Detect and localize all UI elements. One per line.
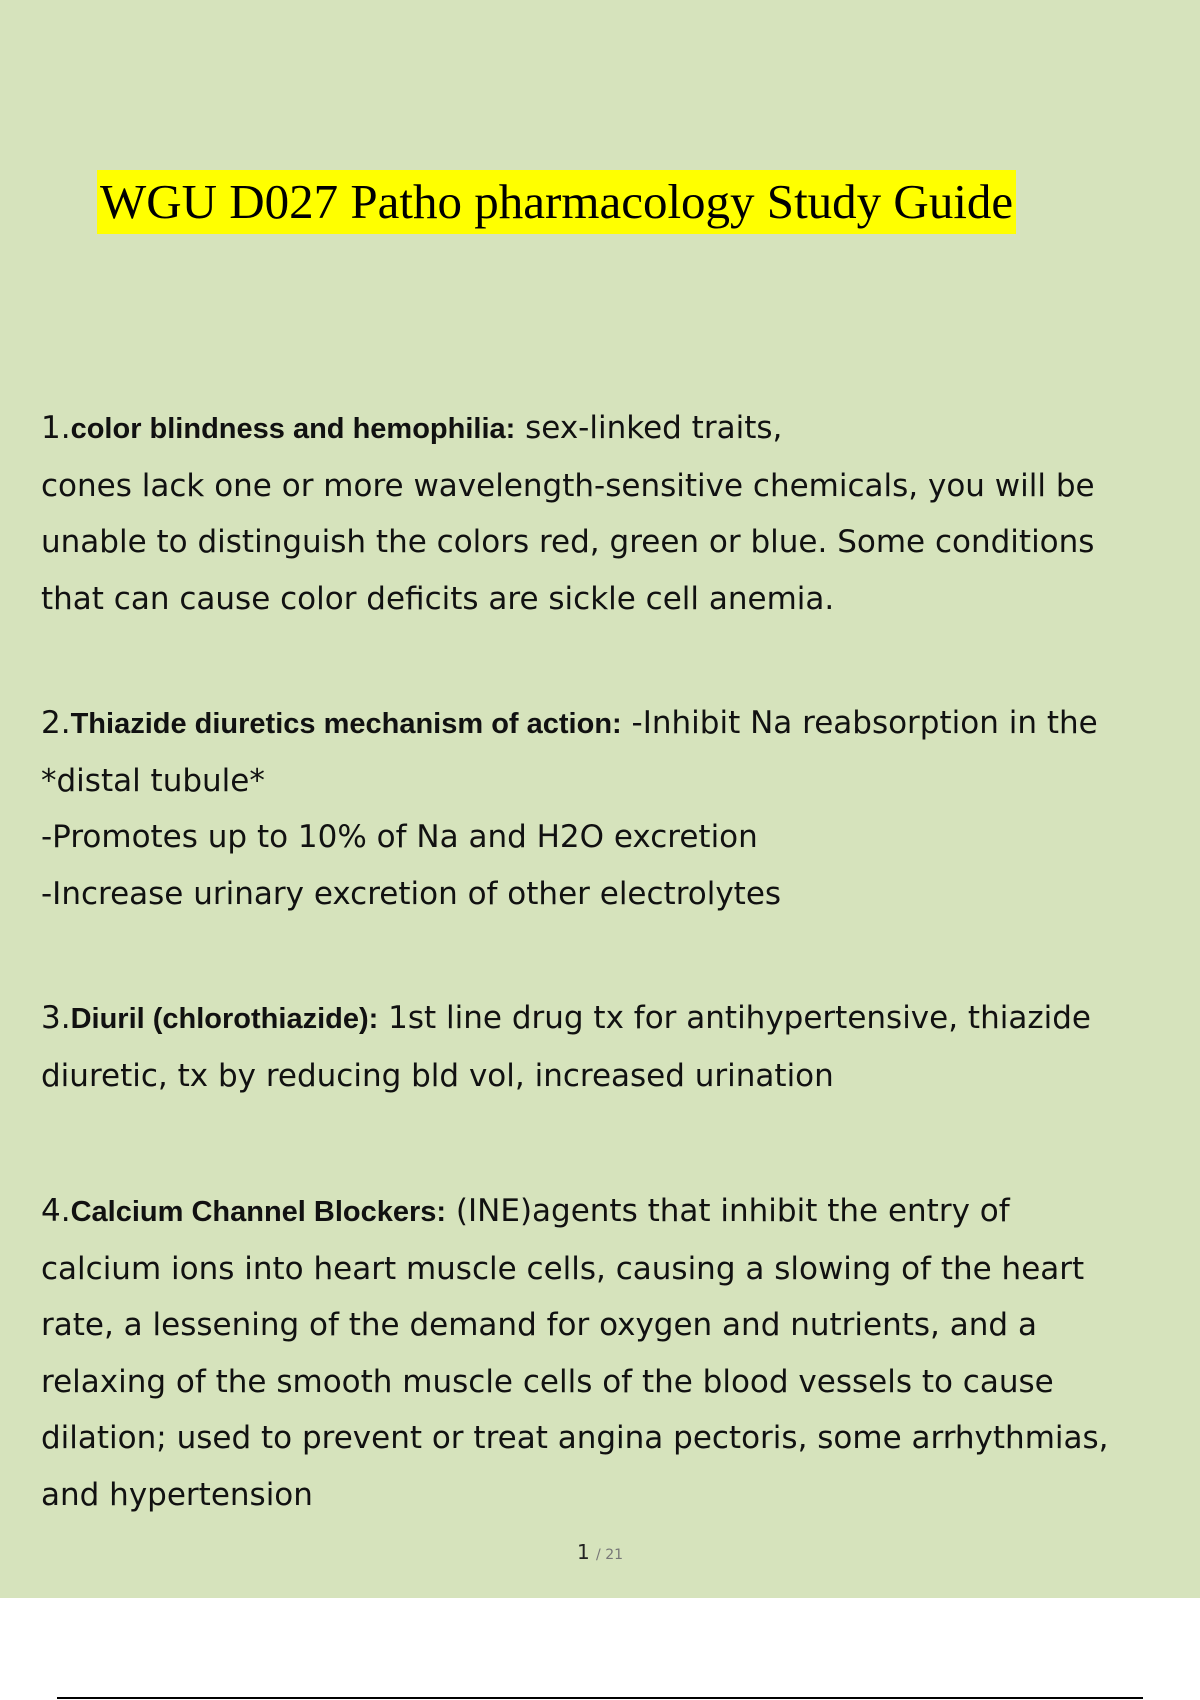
item-number: 1. <box>41 410 71 446</box>
item-first-line <box>41 990 1191 1048</box>
item-text: cones lack one or more wavelength-sensitive chemicals, you will be <box>41 467 1095 504</box>
item-text: *distal tubule* <box>41 762 265 799</box>
item-term: color blindness and hemophilia: <box>70 413 516 445</box>
item-text: dilation; used to prevent or treat angina pectoris, some arrhythmias, <box>41 1420 1109 1456</box>
item-text: relaxing of the smooth muscle cells of the blood vessels to cause <box>41 1363 1054 1400</box>
item-term: Thiazide diuretics mechanism of action: <box>70 708 622 740</box>
item-number: 2. <box>41 705 71 741</box>
page-divider <box>57 1697 1143 1699</box>
study-item-2 <box>41 695 1191 922</box>
item-first-line <box>41 400 1191 458</box>
study-item-1 <box>41 400 1191 627</box>
study-item-3 <box>41 990 1191 1104</box>
page-title: WGU D027 Patho pharmacology Study Guide <box>97 170 1016 234</box>
item-text: (INE)agents that inhibit the entry of <box>446 1193 1010 1229</box>
item-term: Calcium Channel Blockers: <box>70 1196 447 1228</box>
item-text: -Increase urinary excretion of other electrolytes <box>41 875 782 912</box>
item-text: and hypertension <box>41 1476 313 1513</box>
item-term: Diuril (chlorothiazide): <box>70 1003 379 1035</box>
item-text: -Inhibit Na reabsorption in the <box>621 705 1098 741</box>
item-text: diuretic, tx by reducing bld vol, increased urination <box>41 1057 834 1094</box>
item-first-line <box>41 695 1191 753</box>
item-text: 1st line drug tx for antihypertensive, thiazide <box>378 1000 1091 1036</box>
item-number: 4. <box>41 1193 71 1229</box>
study-item-4 <box>41 1183 1191 1523</box>
item-text: sex-linked traits, <box>515 410 783 446</box>
item-text: unable to distinguish the colors red, green or blue. Some conditions <box>41 524 1095 560</box>
current-page: 1 <box>576 1540 590 1564</box>
item-text: rate, a lessening of the demand for oxygen and nutrients, and a <box>41 1307 1037 1343</box>
item-first-line <box>41 1183 1191 1241</box>
total-pages: / 21 <box>596 1547 624 1563</box>
page-number-indicator <box>0 1540 1200 1564</box>
item-text: that can cause color deficits are sickle cell anemia. <box>41 580 835 617</box>
item-text: calcium ions into heart muscle cells, causing a slowing of the heart <box>41 1250 1085 1287</box>
item-text: -Promotes up to 10% of Na and H2O excretion <box>41 819 758 855</box>
item-number: 3. <box>41 1000 71 1036</box>
